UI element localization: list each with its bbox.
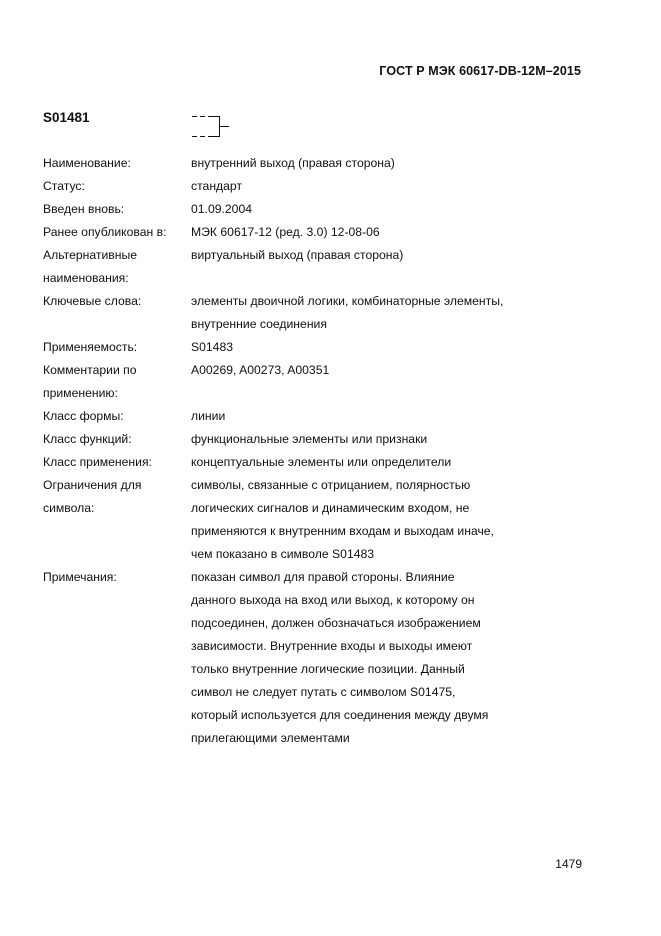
attribute-value-line: применяются к внутренним входам и выходам иначе, <box>191 524 494 538</box>
attribute-label-line: Класс функций: <box>43 432 132 446</box>
attribute-value <box>191 405 551 428</box>
attribute-value <box>191 198 551 221</box>
attribute-list <box>0 152 661 750</box>
attribute-label <box>43 428 191 451</box>
attribute-label-line: Применяемость: <box>43 340 138 354</box>
attribute-label-line: Класс применения: <box>43 455 152 469</box>
attribute-label-line: Класс формы: <box>43 409 124 423</box>
attribute-row <box>0 152 661 175</box>
attribute-value-line: чем показано в символе S01483 <box>191 547 375 561</box>
attribute-label-line: Ограничения для <box>43 478 142 492</box>
attribute-value-line: внутренний выход (правая сторона) <box>191 156 395 170</box>
attribute-label-line: Примечания: <box>43 570 117 584</box>
attribute-label <box>43 566 191 589</box>
attribute-value-line: зависимости. Внутренние входы и выходы имеют <box>191 639 473 653</box>
attribute-value <box>191 244 551 267</box>
attribute-row <box>0 290 661 336</box>
attribute-value <box>191 428 551 451</box>
attribute-label-line: Статус: <box>43 179 85 193</box>
attribute-label <box>43 290 191 313</box>
internal-output-right-symbol-icon <box>191 111 231 141</box>
attribute-value-line: символы, связанные с отрицанием, полярностью <box>191 478 471 492</box>
attribute-value-line: который используется для соединения между двумя <box>191 708 489 722</box>
attribute-value-line: A00269, A00273, A00351 <box>191 363 330 377</box>
attribute-label <box>43 152 191 175</box>
attribute-value-line: только внутренние логические позиции. Данный <box>191 662 465 676</box>
attribute-label-line: символа: <box>43 501 95 515</box>
attribute-value <box>191 474 551 566</box>
attribute-value <box>191 221 551 244</box>
attribute-value-line: 01.09.2004 <box>191 202 252 216</box>
attribute-value <box>191 175 551 198</box>
attribute-row <box>0 175 661 198</box>
attribute-row <box>0 336 661 359</box>
attribute-row <box>0 566 661 750</box>
attribute-label <box>43 175 191 198</box>
attribute-row <box>0 198 661 221</box>
attribute-value <box>191 152 551 175</box>
attribute-row <box>0 405 661 428</box>
attribute-label <box>43 336 191 359</box>
attribute-row <box>0 428 661 451</box>
attribute-value-line: виртуальный выход (правая сторона) <box>191 248 404 262</box>
attribute-row <box>0 244 661 290</box>
attribute-value-line: показан символ для правой стороны. Влияние <box>191 570 455 584</box>
attribute-label-line: Введен вновь: <box>43 202 125 216</box>
attribute-value-line: S01483 <box>191 340 234 354</box>
attribute-value-line: концептуальные элементы или определители <box>191 455 452 469</box>
attribute-value-line: символ не следует путать с символом S01475, <box>191 685 456 699</box>
attribute-label <box>43 244 191 290</box>
attribute-value-line: внутренние соединения <box>191 317 327 331</box>
attribute-label-line: Комментарии по <box>43 363 137 377</box>
attribute-value-line: функциональные элементы или признаки <box>191 432 428 446</box>
attribute-value <box>191 290 551 336</box>
attribute-label-line: Ключевые слова: <box>43 294 142 308</box>
attribute-value-line: линии <box>191 409 226 423</box>
attribute-label <box>43 198 191 221</box>
attribute-value <box>191 336 551 359</box>
attribute-row <box>0 221 661 244</box>
attribute-value-line: прилегающими элементами <box>191 731 350 745</box>
attribute-value-line: логических сигналов и динамическим входом, не <box>191 501 470 515</box>
attribute-value-line: МЭК 60617-12 (ред. 3.0) 12-08-06 <box>191 225 380 239</box>
attribute-label-line: наименования: <box>43 271 129 285</box>
document-header: ГОСТ Р МЭК 60617-DB-12M–2015 <box>379 64 581 78</box>
attribute-row <box>0 451 661 474</box>
attribute-value-line: подсоединен, должен обозначаться изображением <box>191 616 481 630</box>
attribute-value <box>191 451 551 474</box>
attribute-label-line: Ранее опубликован в: <box>43 225 167 239</box>
attribute-label-line: Альтернативные <box>43 248 138 262</box>
attribute-row <box>0 474 661 566</box>
attribute-label <box>43 405 191 428</box>
attribute-value-line: стандарт <box>191 179 243 193</box>
page-number: 1479 <box>555 857 582 871</box>
attribute-label-line: применению: <box>43 386 118 400</box>
attribute-label <box>43 451 191 474</box>
attribute-value <box>191 359 551 382</box>
attribute-value-line: элементы двоичной логики, комбинаторные элементы, <box>191 294 504 308</box>
attribute-label <box>43 359 191 405</box>
attribute-value-line: данного выхода на вход или выход, к которому он <box>191 593 475 607</box>
attribute-value <box>191 566 551 750</box>
attribute-label-line: Наименование: <box>43 156 131 170</box>
symbol-code: S01481 <box>43 110 90 125</box>
attribute-label <box>43 474 191 520</box>
attribute-row <box>0 359 661 405</box>
attribute-label <box>43 221 191 244</box>
